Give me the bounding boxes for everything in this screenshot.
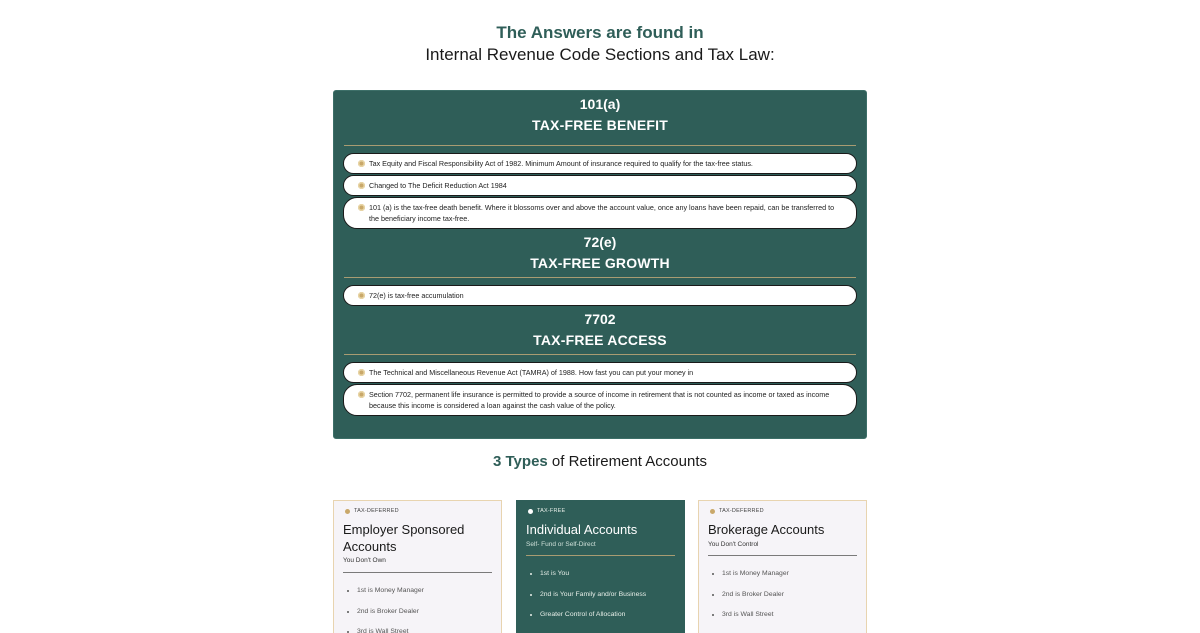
section-7702-header [334, 310, 866, 349]
card-tag-label: TAX-FREE [537, 508, 566, 514]
list-item: • 3rd is Wall Street [722, 605, 789, 626]
section-title: TAX-FREE BENEFIT [532, 117, 668, 133]
card-divider [343, 572, 492, 573]
list-item-text: 72(e) is tax-free accumulation [369, 291, 464, 300]
tax-code-panel [333, 90, 867, 439]
list-item-text: Section 7702, permanent life insurance is permitted to provide a source of income in retirement that is not counted as income or taxed as income because this income is considered a loan against the cash value of the policy. [369, 390, 830, 410]
badge-coin-icon [358, 160, 365, 167]
types-heading [0, 452, 1200, 472]
card-tag-label: TAX-DEFERRED [354, 508, 399, 514]
individual-accounts-card [516, 500, 685, 633]
card-subtitle: You Don't Own [343, 557, 386, 564]
card-tag-label: TAX-DEFERRED [719, 508, 764, 514]
list-item: • 1st is Money Manager [357, 581, 424, 602]
card-tag [710, 508, 764, 514]
list-item: • 2nd is Broker Dealer [722, 585, 789, 606]
list-item [343, 362, 857, 383]
list-item: • 3rd is Wall Street [357, 622, 424, 633]
types-heading-rest: of Retirement Accounts [551, 453, 707, 470]
list-item [343, 197, 857, 229]
section-title: TAX-FREE ACCESS [533, 332, 667, 348]
card-list [540, 564, 646, 626]
dot-icon [528, 509, 533, 514]
list-item: • 2nd is Broker Dealer [357, 602, 424, 623]
section-divider [344, 277, 856, 278]
employer-sponsored-card [333, 500, 502, 633]
dot-icon [710, 509, 715, 514]
section-divider [344, 145, 856, 146]
section-code: 72(e) [583, 234, 617, 250]
list-item [343, 384, 857, 416]
card-tag [528, 508, 565, 514]
card-title: Brokerage Accounts [708, 522, 825, 537]
list-item: • 2nd is Your Family and/or Business [540, 585, 646, 606]
list-item: • 1st is You [540, 564, 646, 585]
section-72e-header [334, 233, 866, 272]
card-divider [526, 555, 675, 556]
list-item [343, 285, 857, 306]
brokerage-accounts-card [698, 500, 867, 633]
section-divider [344, 354, 856, 355]
list-item [343, 153, 857, 174]
card-tag [345, 508, 399, 514]
list-item-text: The Technical and Miscellaneous Revenue Act (TAMRA) of 1988. How fast you can put your money in [369, 368, 694, 377]
types-count: 3 Types [493, 453, 548, 470]
card-subtitle: You Don't Control [708, 541, 759, 548]
card-list [722, 564, 789, 626]
card-list [357, 581, 424, 633]
badge-coin-icon [358, 204, 365, 211]
section-code: 101(a) [579, 96, 621, 112]
badge-coin-icon [358, 292, 365, 299]
dot-icon [345, 509, 350, 514]
list-item-text: Tax Equity and Fiscal Responsibility Act of 1982. Minimum Amount of insurance required to qualify for the tax-free status. [369, 159, 753, 168]
card-title: Individual Accounts [526, 522, 638, 537]
heading-line-1: The Answers are found in [496, 23, 704, 42]
heading-line-2: Internal Revenue Code Sections and Tax Law: [425, 45, 775, 64]
badge-coin-icon [358, 369, 365, 376]
section-code: 7702 [584, 311, 616, 327]
card-title: Employer Sponsored Accounts [343, 522, 465, 554]
section-title: TAX-FREE GROWTH [530, 255, 670, 271]
section-101a-header [334, 95, 866, 134]
badge-coin-icon [358, 391, 365, 398]
badge-coin-icon [358, 182, 365, 189]
list-item: • Greater Control of Allocation [540, 605, 646, 626]
list-item-text: Changed to The Deficit Reduction Act 1984 [369, 181, 507, 190]
list-item-text: 101 (a) is the tax-free death benefit. Where it blossoms over and above the account value, once any loans have been repaid, can be transferred to the beneficiary income tax-free. [369, 203, 835, 223]
list-item [343, 175, 857, 196]
card-subtitle: Self- Fund or Self-Direct [526, 541, 596, 548]
page-heading [0, 22, 1200, 66]
card-divider [708, 555, 857, 556]
list-item: • 1st is Money Manager [722, 564, 789, 585]
